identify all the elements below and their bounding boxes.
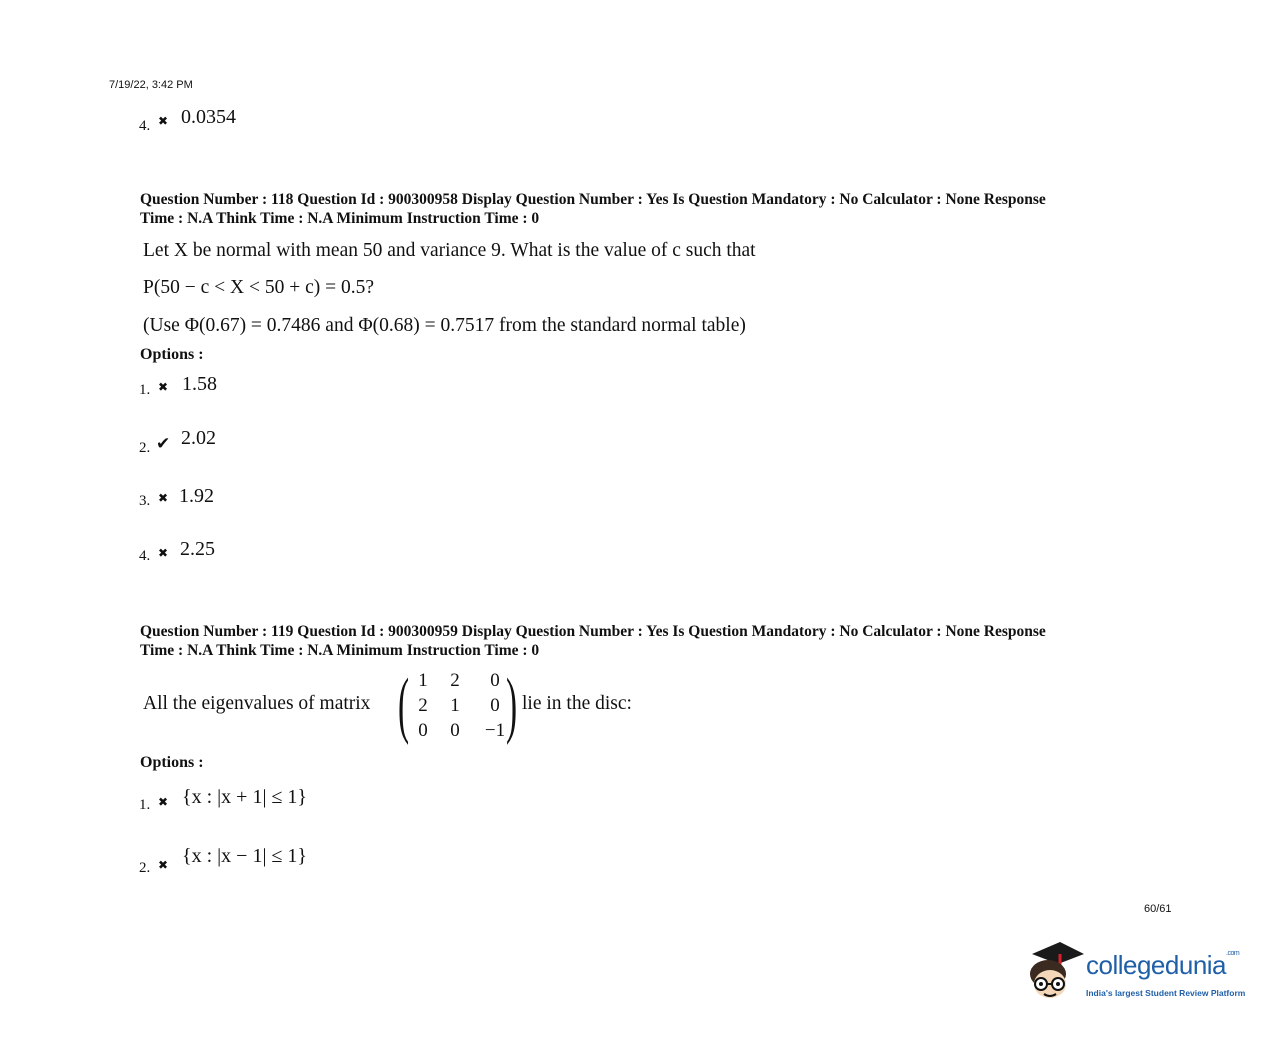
- question-118-meta: [140, 190, 1170, 228]
- cross-mark-icon: ✖: [158, 491, 169, 505]
- matrix-entry: 1: [450, 695, 460, 716]
- print-timestamp: 7/19/22, 3:42 PM: [109, 79, 193, 91]
- matrix: [398, 664, 520, 746]
- option-value: 2.02: [181, 427, 216, 449]
- question-119-stem-after: lie in the disc:: [522, 693, 632, 714]
- option-number: 4.: [139, 118, 151, 134]
- option-value: 2.25: [180, 538, 215, 560]
- option-number: 3.: [139, 493, 151, 509]
- question-118-stem-line3: (Use Φ(0.67) = 0.7486 and Φ(0.68) = 0.7517 from the standard normal table): [143, 315, 746, 336]
- check-mark-icon: ✔: [156, 434, 171, 453]
- option-value: 1.92: [179, 485, 214, 507]
- meta-line: Time : N.A Think Time : N.A Minimum Instruction Time : 0: [140, 642, 540, 659]
- question-119-stem-before: All the eigenvalues of matrix: [143, 693, 371, 714]
- question-118-stem-line1: Let X be normal with mean 50 and variance 9. What is the value of c such that: [143, 240, 756, 261]
- logo-wordmark: collegedunia$^{.com}$: [1086, 950, 1240, 980]
- logo-tagline: India's largest Student Review Platform: [1086, 988, 1246, 998]
- matrix-right-paren: ): [506, 664, 518, 746]
- options-label: Options :: [140, 754, 204, 771]
- meta-line: Question Number : 119 Question Id : 900300959 Display Question Number : Yes Is Question Mandatory : No Calculator : None Response: [140, 623, 1046, 640]
- cross-mark-icon: ✖: [158, 380, 169, 394]
- mascot-icon: [1026, 940, 1086, 1006]
- option-value: 0.0354: [181, 106, 236, 128]
- matrix-entry: 0: [450, 720, 460, 741]
- matrix-entry: 0: [490, 670, 500, 691]
- cross-mark-icon: ✖: [158, 546, 169, 560]
- options-label: Options :: [140, 346, 204, 363]
- meta-line: Question Number : 118 Question Id : 900300958 Display Question Number : Yes Is Question Mandatory : No Calculator : None Response: [140, 191, 1046, 208]
- cross-mark-icon: ✖: [158, 114, 169, 128]
- cross-mark-icon: ✖: [158, 795, 169, 809]
- option-number: 4.: [139, 548, 151, 564]
- matrix-entry: 2: [418, 695, 428, 716]
- matrix-entry: −1: [484, 720, 506, 741]
- matrix-entry: 0: [490, 695, 500, 716]
- matrix-entries: [410, 664, 518, 746]
- option-number: 1.: [139, 382, 151, 398]
- option-number: 2.: [139, 440, 151, 456]
- matrix-left-paren: (: [398, 664, 410, 746]
- option-value: 1.58: [182, 373, 217, 395]
- cross-mark-icon: ✖: [158, 858, 169, 872]
- matrix-entry: 1: [418, 670, 428, 691]
- option-value: {x : |x + 1| ≤ 1}: [182, 786, 308, 808]
- option-number: 1.: [139, 797, 151, 813]
- option-value: {x : |x − 1| ≤ 1}: [182, 845, 308, 867]
- matrix-entry: 0: [418, 720, 428, 741]
- question-119-meta: [140, 622, 1170, 660]
- matrix-entry: 2: [450, 670, 460, 691]
- question-118-stem-line2: P(50 − c < X < 50 + c) = 0.5?: [143, 277, 374, 298]
- option-number: 2.: [139, 860, 151, 876]
- collegedunia-logo: [1026, 940, 1258, 1006]
- meta-line: Time : N.A Think Time : N.A Minimum Instruction Time : 0: [140, 210, 540, 227]
- page-number: 60/61: [1144, 903, 1172, 915]
